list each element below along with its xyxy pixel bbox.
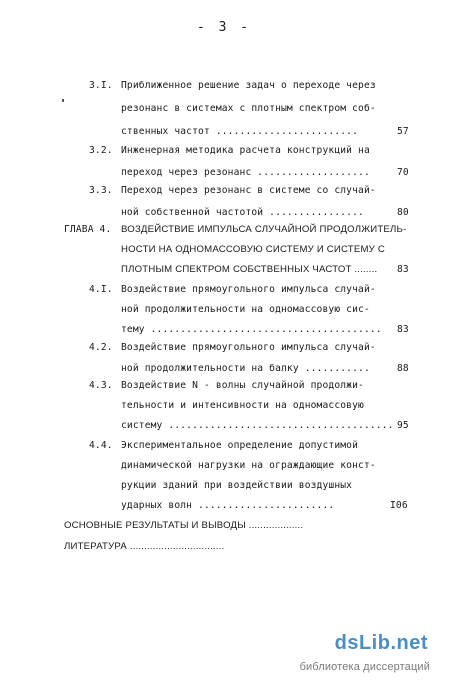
toc-entry-number: 3.3. — [89, 185, 113, 196]
scan-mark — [62, 99, 64, 102]
toc-entry-line: ственных частот ........................ — [121, 126, 359, 137]
toc-entry-line: ной продолжительности на балку ........... — [121, 363, 370, 374]
toc-entry-line: резонанс в системах с плотным спектром соб- — [121, 103, 376, 114]
page-number: - 3 - — [197, 20, 252, 35]
toc-entry-line: тему ....................................... — [121, 324, 382, 335]
toc-entry-line: Экспериментальное определение допустимой — [121, 440, 359, 451]
toc-entry-page: 70 — [397, 167, 409, 178]
toc-entry-number: 3.I. — [89, 80, 113, 91]
dslib-subtitle: библиотека диссертаций — [299, 661, 430, 673]
toc-entry-number: 4.4. — [89, 440, 113, 451]
toc-chapter-number: ГЛАВА 4. — [64, 224, 112, 235]
toc-entry-number: 3.2. — [89, 145, 113, 156]
toc-entry-line: Инженерная методика расчета конструкций на — [121, 145, 370, 156]
toc-entry-page: II6 — [392, 541, 410, 552]
toc-entry-line: переход через резонанс ................... — [121, 167, 370, 178]
toc-entry-line: рукции зданий при воздействии воздушных — [121, 480, 353, 491]
toc-entry-line: ударных волн ....................... — [121, 500, 335, 511]
toc-entry-line: систему ...................................... — [121, 420, 394, 431]
toc-entry-page: 80 — [397, 207, 409, 218]
toc-entry-line: Воздействие N - волны случайной продолжи- — [121, 380, 364, 391]
toc-entry-line: ной собственной частотой ................ — [121, 207, 364, 218]
dslib-logo: dsLib.net — [334, 632, 428, 654]
toc-entry-line: динамической нагрузки на ограждающие конст- — [121, 460, 376, 471]
toc-entry-line: ной продолжительности на одномассовую сис- — [121, 304, 370, 315]
toc-entry-line: тельности и интенсивности на одномассовую — [121, 400, 364, 411]
toc-entry-page: II3 — [392, 520, 410, 531]
toc-entry-line: Воздействие прямоугольного импульса случай- — [121, 342, 376, 353]
toc-chapter-line: НОСТИ НА ОДНОМАССОВУЮ СИСТЕМУ И СИСТЕМУ С — [121, 244, 385, 255]
toc-entry-page: I06 — [390, 500, 408, 511]
toc-entry-number: 4.I. — [89, 284, 113, 295]
toc-entry-page: 95 — [397, 420, 409, 431]
toc-chapter-line: ВОЗДЕЙСТВИЕ ИМПУЛЬСА СЛУЧАЙНОЙ ПРОДОЛЖИТЕЛЬ- — [121, 224, 407, 235]
toc-entry-line: ЛИТЕРАТУРА ................................. — [64, 541, 225, 552]
toc-entry-line: Приближенное решение задач о переходе через — [121, 80, 376, 91]
toc-entry-line: Переход через резонанс в системе со случай- — [121, 185, 376, 196]
toc-entry-number: 4.3. — [89, 380, 113, 391]
toc-entry-page: 57 — [397, 126, 409, 137]
toc-entry-number: 4.2. — [89, 342, 113, 353]
toc-chapter-line: ПЛОТНЫМ СПЕКТРОМ СОБСТВЕННЫХ ЧАСТОТ ........ — [121, 264, 378, 275]
toc-entry-line: Воздействие прямоугольного импульса случай- — [121, 284, 376, 295]
toc-entry-page: 83 — [397, 324, 409, 335]
toc-entry-line: ОСНОВНЫЕ РЕЗУЛЬТАТЫ И ВЫВОДЫ ................... — [64, 520, 304, 531]
toc-entry-page: 83 — [397, 264, 409, 275]
toc-entry-page: 88 — [397, 363, 409, 374]
